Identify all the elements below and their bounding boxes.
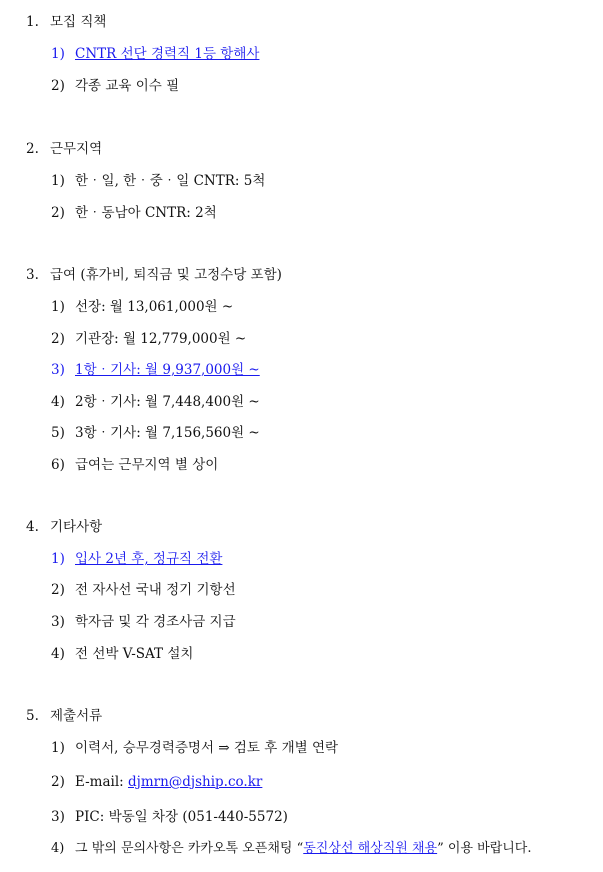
section-title: 근무지역	[50, 141, 103, 157]
item-number: 1)	[51, 740, 65, 756]
item-text: 전 선박 V-SAT 설치	[75, 646, 194, 662]
item-number: 5)	[51, 425, 65, 441]
list-item	[51, 172, 265, 190]
item-text: 선장: 월 13,061,000원 ~	[75, 299, 234, 315]
list-item	[51, 613, 236, 631]
section-number: 5.	[26, 708, 39, 724]
list-item	[51, 456, 218, 474]
section-3-heading	[26, 266, 282, 284]
list-item	[51, 361, 260, 379]
item-text: 학자금 및 각 경조사금 지급	[75, 614, 236, 630]
list-item	[51, 581, 236, 599]
item-text: 급여는 근무지역 별 상이	[75, 457, 219, 473]
item-text: 1항‧기사: 월 9,937,000원 ~	[75, 362, 260, 378]
item-text: 2항‧기사: 월 7,448,400원 ~	[75, 394, 260, 410]
item-text: 이력서, 승무경력증명서 ⇒ 검토 후 개별 연락	[75, 740, 339, 756]
item-number: 4)	[51, 841, 65, 856]
item-text: 입사 2년 후, 정규직 전환	[75, 551, 223, 567]
list-item	[51, 424, 260, 442]
list-item	[51, 204, 217, 222]
item-number: 1)	[51, 299, 65, 315]
item-number: 2)	[51, 205, 65, 221]
section-1-heading	[26, 13, 106, 31]
section-title: 기타사항	[50, 519, 103, 535]
email-link[interactable]: djmrn@djship.co.kr	[128, 774, 263, 790]
item-number: 1)	[51, 46, 65, 62]
list-item	[51, 739, 338, 757]
item-text: 전 자사선 국내 정기 기항선	[75, 582, 236, 598]
list-item	[51, 773, 262, 791]
item-text: 한‧동남아 CNTR: 2척	[75, 205, 217, 221]
item-number: 6)	[51, 457, 65, 473]
section-2-heading	[26, 140, 102, 158]
list-item	[51, 45, 259, 63]
list-item	[51, 298, 233, 316]
list-item	[51, 77, 179, 95]
list-item	[51, 808, 288, 826]
item-number: 2)	[51, 331, 65, 347]
list-item	[51, 840, 532, 858]
item-text: PIC: 박동일 차장 (051-440-5572)	[75, 809, 288, 825]
item-text-prefix: 그 밖의 문의사항은 카카오톡 오픈채팅 “	[75, 841, 304, 856]
section-5-heading	[26, 707, 102, 725]
item-number: 1)	[51, 551, 65, 567]
item-number: 2)	[51, 774, 65, 790]
list-item	[51, 550, 222, 568]
email-label: E-mail:	[75, 774, 128, 790]
item-text: 3항‧기사: 월 7,156,560원 ~	[75, 425, 260, 441]
item-text: 한‧일, 한‧중‧일 CNTR: 5척	[75, 173, 266, 189]
item-number: 3)	[51, 614, 65, 630]
section-title: 제출서류	[50, 708, 103, 724]
section-number: 1.	[26, 14, 39, 30]
section-number: 3.	[26, 267, 39, 283]
kakao-openchat-link[interactable]: 동진상선 해상직원 채용	[303, 841, 438, 856]
item-text: 각종 교육 이수 필	[75, 78, 180, 94]
section-4-heading	[26, 518, 102, 536]
section-title: 급여 (휴가비, 퇴직금 및 고정수당 포함)	[50, 267, 282, 283]
item-number: 3)	[51, 362, 65, 378]
list-item	[51, 393, 260, 411]
item-text-suffix: ” 이용 바랍니다.	[437, 841, 532, 856]
section-number: 2.	[26, 141, 39, 157]
item-number: 3)	[51, 809, 65, 825]
item-number: 2)	[51, 78, 65, 94]
item-number: 1)	[51, 173, 65, 189]
item-number: 2)	[51, 582, 65, 598]
section-title: 모집 직책	[50, 14, 107, 30]
section-number: 4.	[26, 519, 39, 535]
list-item	[51, 645, 193, 663]
item-number: 4)	[51, 394, 65, 410]
item-text: 기관장: 월 12,779,000원 ~	[75, 331, 247, 347]
item-text: CNTR 선단 경력직 1등 항해사	[75, 46, 260, 62]
list-item	[51, 330, 246, 348]
item-number: 4)	[51, 646, 65, 662]
